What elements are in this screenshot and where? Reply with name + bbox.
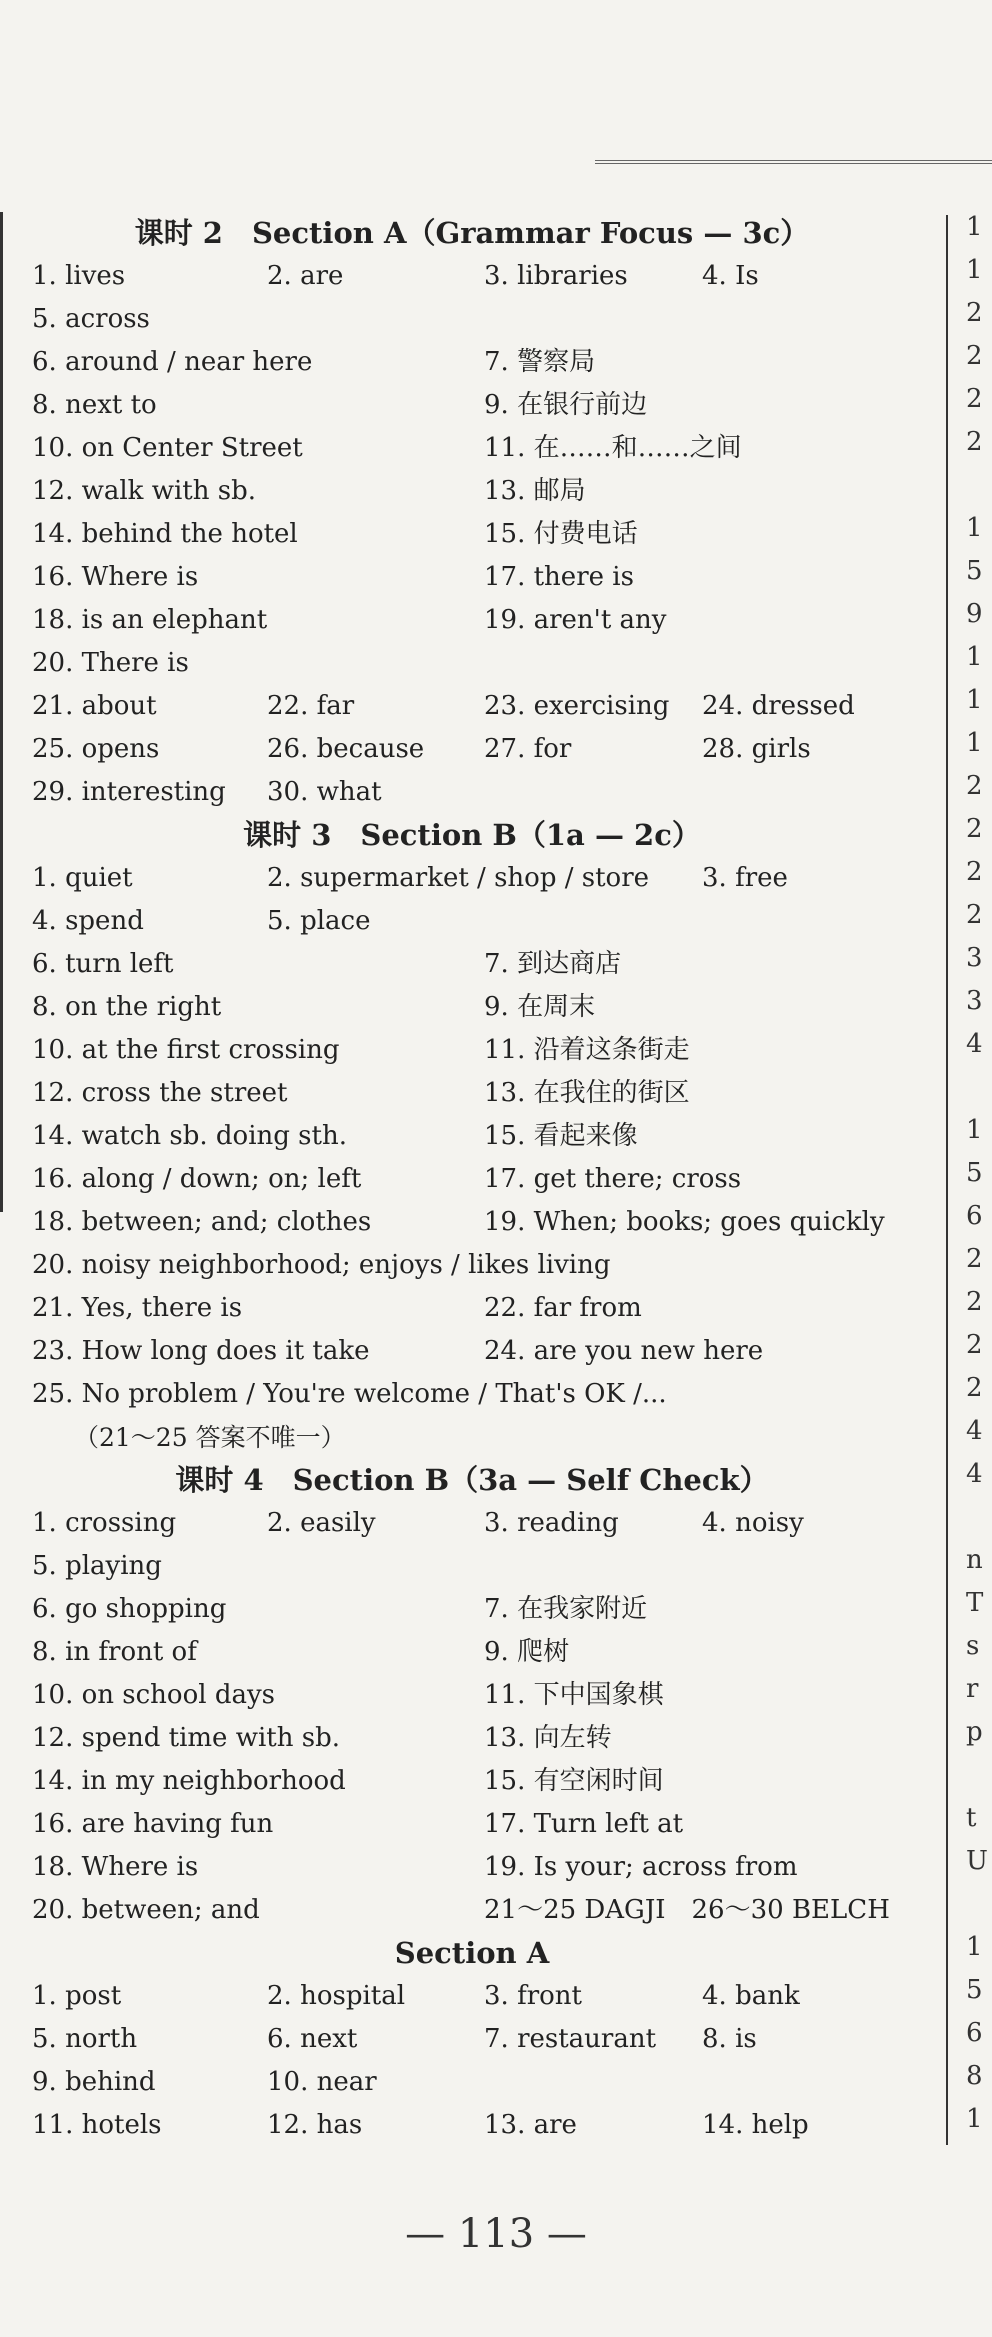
answer-item: 4. bank: [702, 1981, 800, 2011]
cropped-fragment: 1: [966, 1115, 983, 1145]
answer-item: 13. are: [484, 2110, 577, 2140]
answer-item: 5. across: [32, 304, 150, 334]
answer-item: 4. Is: [702, 261, 759, 291]
answer-row: [32, 298, 912, 341]
answer-item: 22. far: [267, 691, 355, 721]
answer-row: [32, 1631, 912, 1674]
cropped-fragment: 1: [966, 1932, 983, 1962]
answer-item: 1. quiet: [32, 863, 133, 893]
answer-row: [32, 1803, 912, 1846]
answer-row: [32, 1158, 912, 1201]
answer-item: 29. interesting: [32, 777, 226, 807]
answer-row: [32, 599, 912, 642]
cropped-fragment: 2: [966, 1330, 983, 1360]
cropped-fragment: 9: [966, 599, 983, 629]
answer-item: 9. behind: [32, 2067, 156, 2097]
answer-row: [32, 1760, 912, 1803]
answer-item: 4. noisy: [702, 1508, 804, 1538]
answer-row: [32, 470, 912, 513]
cropped-fragment: 5: [966, 1975, 983, 2005]
answer-item: 19. When; books; goes quickly: [484, 1207, 885, 1237]
answer-column: [32, 212, 912, 2147]
answer-row: [32, 2018, 912, 2061]
cropped-fragment: 6: [966, 1201, 983, 1231]
cropped-fragment: 1: [966, 255, 983, 285]
page-number: — 113 —: [405, 2211, 587, 2257]
answer-item: 6. next: [267, 2024, 358, 2054]
answer-row: [32, 943, 912, 986]
answer-item: 18. Where is: [32, 1852, 199, 1882]
answer-row: [32, 513, 912, 556]
cropped-fragment: 1: [966, 728, 983, 758]
answer-row: [32, 384, 912, 427]
answer-item: 28. girls: [702, 734, 811, 764]
answer-item: 13. 邮局: [484, 476, 586, 506]
left-edge-line: [0, 212, 3, 1212]
answer-item: 8. on the right: [32, 992, 222, 1022]
answer-item: 2. are: [267, 261, 344, 291]
answer-item: 3. front: [484, 1981, 582, 2011]
answer-item: 25. No problem / You're welcome / That's OK /...: [32, 1379, 667, 1409]
answer-item: 5. place: [267, 906, 371, 936]
cropped-fragment: 5: [966, 556, 983, 586]
cropped-fragment: T: [966, 1588, 984, 1618]
cropped-fragment: 4: [966, 1416, 983, 1446]
answer-item: 11. 在……和……之间: [484, 433, 742, 463]
answer-item: 7. restaurant: [484, 2024, 657, 2054]
cropped-fragment: 1: [966, 685, 983, 715]
answer-row: [32, 2104, 912, 2147]
answer-item: 24. dressed: [702, 691, 855, 721]
answer-item: 16. along / down; on; left: [32, 1164, 362, 1194]
answer-item: 3. free: [702, 863, 788, 893]
answer-row: [32, 1115, 912, 1158]
answer-row: [32, 900, 912, 943]
answer-item: 9. 爬树: [484, 1637, 570, 1667]
answer-item: 8. is: [702, 2024, 757, 2054]
answer-item: 13. 在我住的街区: [484, 1078, 690, 1108]
cropped-fragment: 2: [966, 1287, 983, 1317]
answer-row: [32, 986, 912, 1029]
answer-item: 23. exercising: [484, 691, 670, 721]
answer-item: 17. there is: [484, 562, 634, 592]
answer-item: 15. 付费电话: [484, 519, 638, 549]
answer-item: 1. post: [32, 1981, 122, 2011]
answer-item: 30. what: [267, 777, 382, 807]
cropped-fragment: 2: [966, 814, 983, 844]
answer-item: 18. between; and; clothes: [32, 1207, 372, 1237]
answer-item: 19. aren't any: [484, 605, 667, 635]
cropped-fragment: 2: [966, 341, 983, 371]
answer-item: 9. 在周末: [484, 992, 596, 1022]
cropped-fragment: s: [966, 1631, 980, 1661]
answer-item: 11. 下中国象棋: [484, 1680, 664, 1710]
answer-item: 25. opens: [32, 734, 160, 764]
answer-item: 17. Turn left at: [484, 1809, 684, 1839]
cropped-fragment: 2: [966, 298, 983, 328]
answer-note: （21～25 答案不唯一）: [74, 1423, 346, 1452]
answer-item: 10. on school days: [32, 1680, 275, 1710]
cropped-fragment: 2: [966, 1244, 983, 1274]
cropped-right-column: [966, 212, 992, 2212]
answer-row: [32, 1889, 912, 1932]
cropped-fragment: 2: [966, 771, 983, 801]
section-heading: 课时 4 Section B（3a — Self Check）: [175, 1463, 769, 1497]
cropped-fragment: 1: [966, 513, 983, 543]
answer-row: [32, 1244, 912, 1287]
answer-item: 14. behind the hotel: [32, 519, 298, 549]
answer-item: 21～25 DAGJI 26～30 BELCH: [484, 1895, 890, 1925]
answer-row: [32, 1975, 912, 2018]
answer-item: 20. between; and: [32, 1895, 260, 1925]
answer-item: 9. 在银行前边: [484, 390, 648, 420]
answer-row: [32, 1201, 912, 1244]
cropped-fragment: 1: [966, 642, 983, 672]
answer-row: [32, 857, 912, 900]
answer-item: 12. walk with sb.: [32, 476, 256, 506]
cropped-fragment: n: [966, 1545, 983, 1575]
answer-item: 21. Yes, there is: [32, 1293, 243, 1323]
answer-item: 7. 到达商店: [484, 949, 622, 979]
answer-item: 20. noisy neighborhood; enjoys / likes living: [32, 1250, 611, 1280]
answer-item: 3. libraries: [484, 261, 628, 291]
answer-item: 24. are you new here: [484, 1336, 764, 1366]
cropped-fragment: U: [966, 1846, 988, 1876]
cropped-fragment: 6: [966, 2018, 983, 2048]
section-heading: 课时 2 Section A（Grammar Focus — 3c）: [134, 216, 810, 250]
column-divider: [946, 215, 948, 2145]
answer-item: 2. hospital: [267, 1981, 406, 2011]
cropped-fragment: 1: [966, 212, 983, 242]
answer-item: 18. is an elephant: [32, 605, 268, 635]
answer-row: [32, 255, 912, 298]
answer-item: 15. 看起来像: [484, 1121, 638, 1151]
answer-row: [32, 1545, 912, 1588]
answer-item: 10. near: [267, 2067, 377, 2097]
answer-item: 22. far from: [484, 1293, 642, 1323]
answer-row: [32, 1846, 912, 1889]
answer-item: 10. on Center Street: [32, 433, 303, 463]
answer-item: 12. cross the street: [32, 1078, 288, 1108]
cropped-fragment: r: [966, 1674, 979, 1704]
answer-item: 20. There is: [32, 648, 189, 678]
answer-item: 6. around / near here: [32, 347, 313, 377]
answer-row: [32, 771, 912, 814]
answer-item: 14. in my neighborhood: [32, 1766, 346, 1796]
cropped-fragment: 2: [966, 900, 983, 930]
answer-item: 5. north: [32, 2024, 138, 2054]
cropped-fragment: 3: [966, 986, 983, 1016]
answer-item: 13. 向左转: [484, 1723, 612, 1753]
answer-item: 21. about: [32, 691, 157, 721]
answer-row: [32, 1072, 912, 1115]
answer-row: [32, 1287, 912, 1330]
cropped-fragment: 2: [966, 1373, 983, 1403]
answer-item: 16. Where is: [32, 562, 199, 592]
answer-item: 2. easily: [267, 1508, 376, 1538]
answer-row: [32, 728, 912, 771]
answer-row: [32, 1588, 912, 1631]
answer-row: [32, 1717, 912, 1760]
answer-item: 7. 在我家附近: [484, 1594, 648, 1624]
answer-item: 6. turn left: [32, 949, 174, 979]
section-heading: Section A: [394, 1936, 550, 1970]
answer-item: 27. for: [484, 734, 572, 764]
cropped-fragment: 2: [966, 857, 983, 887]
answer-item: 12. has: [267, 2110, 363, 2140]
answer-row: [32, 642, 912, 685]
cropped-fragment: 2: [966, 384, 983, 414]
answer-item: 2. supermarket / shop / store: [267, 863, 650, 893]
answer-item: 1. lives: [32, 261, 126, 291]
answer-item: 10. at the first crossing: [32, 1035, 340, 1065]
answer-item: 7. 警察局: [484, 347, 596, 377]
answer-item: 6. go shopping: [32, 1594, 227, 1624]
answer-item: 5. playing: [32, 1551, 162, 1581]
cropped-fragment: 5: [966, 1158, 983, 1188]
cropped-fragment: 2: [966, 427, 983, 457]
answer-row: [32, 1330, 912, 1373]
answer-row: [32, 1502, 912, 1545]
cropped-fragment: 4: [966, 1459, 983, 1489]
answer-row: [32, 341, 912, 384]
answer-item: 11. 沿着这条街走: [484, 1035, 690, 1065]
answer-item: 16. are having fun: [32, 1809, 274, 1839]
cropped-fragment: 3: [966, 943, 983, 973]
cropped-fragment: t: [966, 1803, 977, 1833]
cropped-fragment: 8: [966, 2061, 983, 2091]
answer-item: 15. 有空闲时间: [484, 1766, 664, 1796]
answer-row: [32, 427, 912, 470]
answer-row: [32, 685, 912, 728]
answer-item: 23. How long does it take: [32, 1336, 370, 1366]
answer-item: 11. hotels: [32, 2110, 162, 2140]
answer-item: 12. spend time with sb.: [32, 1723, 340, 1753]
answer-row: [32, 1674, 912, 1717]
cropped-fragment: 1: [966, 2104, 983, 2134]
answer-item: 3. reading: [484, 1508, 619, 1538]
answer-item: 17. get there; cross: [484, 1164, 742, 1194]
answer-row: [32, 1373, 912, 1416]
answer-item: 26. because: [267, 734, 425, 764]
cropped-fragment: 4: [966, 1029, 983, 1059]
answer-item: 4. spend: [32, 906, 144, 936]
answer-item: 8. in front of: [32, 1637, 197, 1667]
answer-item: 8. next to: [32, 390, 157, 420]
answer-row: [32, 2061, 912, 2104]
answer-row: [32, 556, 912, 599]
answer-item: 14. help: [702, 2110, 809, 2140]
answer-item: 19. Is your; across from: [484, 1852, 798, 1882]
top-rule: [595, 160, 992, 164]
answer-row: [32, 1029, 912, 1072]
cropped-fragment: p: [966, 1717, 983, 1747]
answer-item: 14. watch sb. doing sth.: [32, 1121, 347, 1151]
section-heading: 课时 3 Section B（1a — 2c）: [243, 818, 701, 852]
answer-item: 1. crossing: [32, 1508, 177, 1538]
